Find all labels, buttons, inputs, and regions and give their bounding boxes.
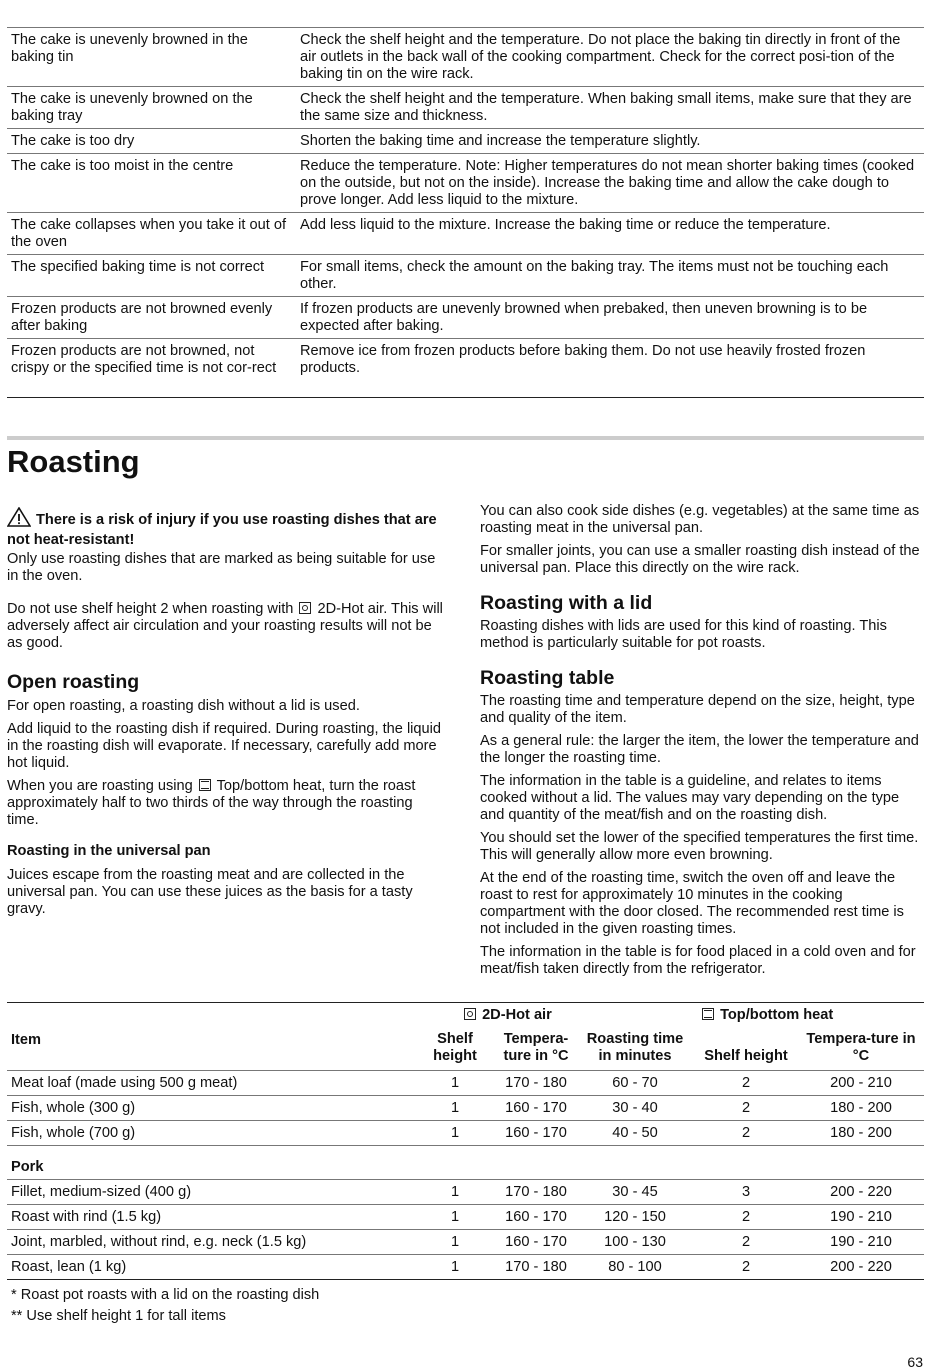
value-cell: 190 - 210 xyxy=(798,1205,924,1230)
value-cell: 170 - 180 xyxy=(496,1255,576,1280)
value-cell: 3 xyxy=(694,1180,798,1205)
solution-cell: Shorten the baking time and increase the temperature slightly. xyxy=(296,129,924,154)
value-cell: 30 - 40 xyxy=(576,1096,694,1121)
table-row xyxy=(7,1071,924,1096)
value-cell: 60 - 70 xyxy=(576,1071,694,1096)
value-cell: 200 - 220 xyxy=(798,1255,924,1280)
value-cell: 1 xyxy=(414,1255,496,1280)
table-row xyxy=(7,1180,924,1205)
value-cell: 1 xyxy=(414,1230,496,1255)
value-cell: 1 xyxy=(414,1121,496,1146)
table-row xyxy=(7,1121,924,1146)
value-cell: 200 - 210 xyxy=(798,1071,924,1096)
solution-cell: Remove ice from frozen products before baking them. Do not use heavily frosted frozen products. xyxy=(296,339,924,398)
value-cell: 1 xyxy=(414,1180,496,1205)
warning-text: Only use roasting dishes that are marked as being suitable for use in the oven. xyxy=(7,551,436,584)
value-cell: 190 - 210 xyxy=(798,1230,924,1255)
footnotes xyxy=(11,1285,319,1327)
category-label: Pork xyxy=(7,1146,924,1180)
value-cell: 170 - 180 xyxy=(496,1071,576,1096)
warning-heading: There is a risk of injury if you use roasting dishes that are not heat-resistant! xyxy=(7,507,447,549)
item-cell: Roast, lean (1 kg) xyxy=(7,1255,414,1280)
table-intro-2: As a general rule: the larger the item, the lower the temperature and the longer the roasting time. xyxy=(480,733,919,766)
table-row xyxy=(7,1205,924,1230)
value-cell: 160 - 170 xyxy=(496,1205,576,1230)
hot-air-icon xyxy=(299,602,311,614)
table-intro-1: The roasting time and temperature depend on the size, height, type and quality of the item. xyxy=(480,693,915,726)
column-header: Shelf height xyxy=(414,1028,496,1071)
item-cell: Joint, marbled, without rind, e.g. neck (1.5 kg) xyxy=(7,1230,414,1255)
column-header: Tempera-ture in °C xyxy=(798,1028,924,1071)
trouble-row xyxy=(7,213,924,255)
column-header: Shelf height xyxy=(694,1028,798,1071)
value-cell: 2 xyxy=(694,1096,798,1121)
value-cell: 100 - 130 xyxy=(576,1230,694,1255)
trouble-row xyxy=(7,129,924,154)
top-bottom-heat-icon xyxy=(199,779,211,791)
item-cell: Roast with rind (1.5 kg) xyxy=(7,1205,414,1230)
section-divider xyxy=(7,436,924,440)
column-header: Tempera-ture in °C xyxy=(496,1028,576,1071)
open-roasting-p3: When you are roasting using Top/bottom heat, turn the roast approximately half to two thirds of the way through the roasting time. xyxy=(7,778,416,828)
trouble-row xyxy=(7,297,924,339)
value-cell: 180 - 200 xyxy=(798,1121,924,1146)
problem-cell: The cake is unevenly browned on the baking tray xyxy=(7,87,296,129)
roasting-lid-heading: Roasting with a lid xyxy=(480,592,653,614)
footnote-2: ** Use shelf height 1 for tall items xyxy=(11,1308,226,1324)
item-cell: Fillet, medium-sized (400 g) xyxy=(7,1180,414,1205)
value-cell: 2 xyxy=(694,1071,798,1096)
hot-air-icon xyxy=(464,1008,476,1020)
value-cell: 160 - 170 xyxy=(496,1230,576,1255)
table-row xyxy=(7,1096,924,1121)
problem-cell: The cake is too dry xyxy=(7,129,296,154)
value-cell: 200 - 220 xyxy=(798,1180,924,1205)
problem-cell: The specified baking time is not correct xyxy=(7,255,296,297)
troubleshooting-table xyxy=(7,27,924,398)
column-header: Roasting time in minutes xyxy=(576,1028,694,1071)
category-row xyxy=(7,1146,924,1180)
value-cell: 160 - 170 xyxy=(496,1121,576,1146)
open-roasting-heading: Open roasting xyxy=(7,671,140,693)
value-cell: 2 xyxy=(694,1121,798,1146)
value-cell: 120 - 150 xyxy=(576,1205,694,1230)
value-cell: 40 - 50 xyxy=(576,1121,694,1146)
trouble-row xyxy=(7,154,924,213)
table-intro-3: The information in the table is a guideline, and relates to items cooked without a lid. The values may vary depending on the type and quantity of the meat/fish and on the roasting dish. xyxy=(480,773,900,823)
roasting-lid-text: Roasting dishes with lids are used for this kind of roasting. This method is particularly suitable for pot roasts. xyxy=(480,618,887,651)
item-cell: Fish, whole (300 g) xyxy=(7,1096,414,1121)
item-cell: Meat loaf (made using 500 g meat) xyxy=(7,1071,414,1096)
top-bottom-heat-icon xyxy=(702,1008,714,1020)
value-cell: 1 xyxy=(414,1205,496,1230)
trouble-row xyxy=(7,28,924,87)
solution-cell: For small items, check the amount on the baking tray. The items must not be touching each other. xyxy=(296,255,924,297)
roasting-table-heading: Roasting table xyxy=(480,667,615,689)
column-header: Item xyxy=(7,1028,414,1071)
open-roasting-p2: Add liquid to the roasting dish if required. During roasting, the liquid in the roasting dish will evaporate. If necessary, carefully add more hot liquid. xyxy=(7,721,442,771)
value-cell: 180 - 200 xyxy=(798,1096,924,1121)
value-cell: 160 - 170 xyxy=(496,1096,576,1121)
group-spacer xyxy=(7,1003,414,1029)
value-cell: 80 - 100 xyxy=(576,1255,694,1280)
universal-pan-heading: Roasting in the universal pan xyxy=(7,843,211,859)
table-intro-6: The information in the table is for food placed in a cold oven and for meat/fish taken directly from the refrigerator. xyxy=(480,944,916,977)
value-cell: 2 xyxy=(694,1230,798,1255)
footnote-1: * Roast pot roasts with a lid on the roasting dish xyxy=(11,1287,320,1303)
value-cell: 170 - 180 xyxy=(496,1180,576,1205)
side-dishes-text: You can also cook side dishes (e.g. vegetables) at the same time as roasting meat in the universal pan. xyxy=(480,503,920,536)
solution-cell: Check the shelf height and the temperature. Do not place the baking tin directly in front of the air outlets in the back wall of the cooking compartment. Check for the correct posi-tion of the baking tin on the wire rack. xyxy=(296,28,924,87)
shelf-note: Do not use shelf height 2 when roasting with 2D-Hot air. This will adversely affect air circulation and your roasting results will not be as good. xyxy=(7,601,443,651)
table-intro-5: At the end of the roasting time, switch the oven off and leave the roast to rest for approximately 10 minutes in the cooking compartment with the door closed. The recommended rest time is not included in the given roasting times. xyxy=(480,870,904,937)
table-row xyxy=(7,1255,924,1280)
solution-cell: If frozen products are unevenly browned when prebaked, then uneven browning is to be expected after baking. xyxy=(296,297,924,339)
value-cell: 1 xyxy=(414,1071,496,1096)
problem-cell: The cake collapses when you take it out of the oven xyxy=(7,213,296,255)
table-row xyxy=(7,1230,924,1255)
trouble-row xyxy=(7,339,924,398)
table-intro-4: You should set the lower of the specified temperatures the first time. This will generally allow more even browning. xyxy=(480,830,919,863)
smaller-joints-text: For smaller joints, you can use a smaller roasting dish instead of the universal pan. Place this directly on the wire rack. xyxy=(480,543,920,576)
solution-cell: Reduce the temperature. Note: Higher temperatures do not mean shorter baking times (cooked on the outside, but not on the inside). Increase the baking time and allow the cake dough to prove longer. Add less liquid to the mixture. xyxy=(296,154,924,213)
page-number: 63 xyxy=(907,1354,923,1370)
value-cell: 2 xyxy=(694,1205,798,1230)
problem-cell: Frozen products are not browned evenly after baking xyxy=(7,297,296,339)
value-cell: 2 xyxy=(694,1255,798,1280)
item-cell: Fish, whole (700 g) xyxy=(7,1121,414,1146)
section-title: Roasting xyxy=(7,444,140,479)
problem-cell: The cake is unevenly browned in the baking tin xyxy=(7,28,296,87)
solution-cell: Add less liquid to the mixture. Increase the baking time or reduce the temperature. xyxy=(296,213,924,255)
universal-pan-text: Juices escape from the roasting meat and are collected in the universal pan. You can use these juices as the basis for a tasty gravy. xyxy=(7,867,413,917)
problem-cell: Frozen products are not browned, not crispy or the specified time is not cor-rect xyxy=(7,339,296,398)
open-roasting-p1: For open roasting, a roasting dish without a lid is used. xyxy=(7,698,360,714)
trouble-row xyxy=(7,87,924,129)
group-hot-air: 2D-Hot air xyxy=(414,1003,694,1029)
value-cell: 30 - 45 xyxy=(576,1180,694,1205)
left-column xyxy=(7,507,447,924)
warning-icon xyxy=(7,507,31,532)
trouble-row xyxy=(7,255,924,297)
roasting-table xyxy=(7,1002,924,1280)
group-top-bottom-heat: Top/bottom heat xyxy=(694,1003,924,1029)
solution-cell: Check the shelf height and the temperature. When baking small items, make sure that they are the same size and thickness. xyxy=(296,87,924,129)
value-cell: 1 xyxy=(414,1096,496,1121)
problem-cell: The cake is too moist in the centre xyxy=(7,154,296,213)
right-column xyxy=(480,503,922,984)
